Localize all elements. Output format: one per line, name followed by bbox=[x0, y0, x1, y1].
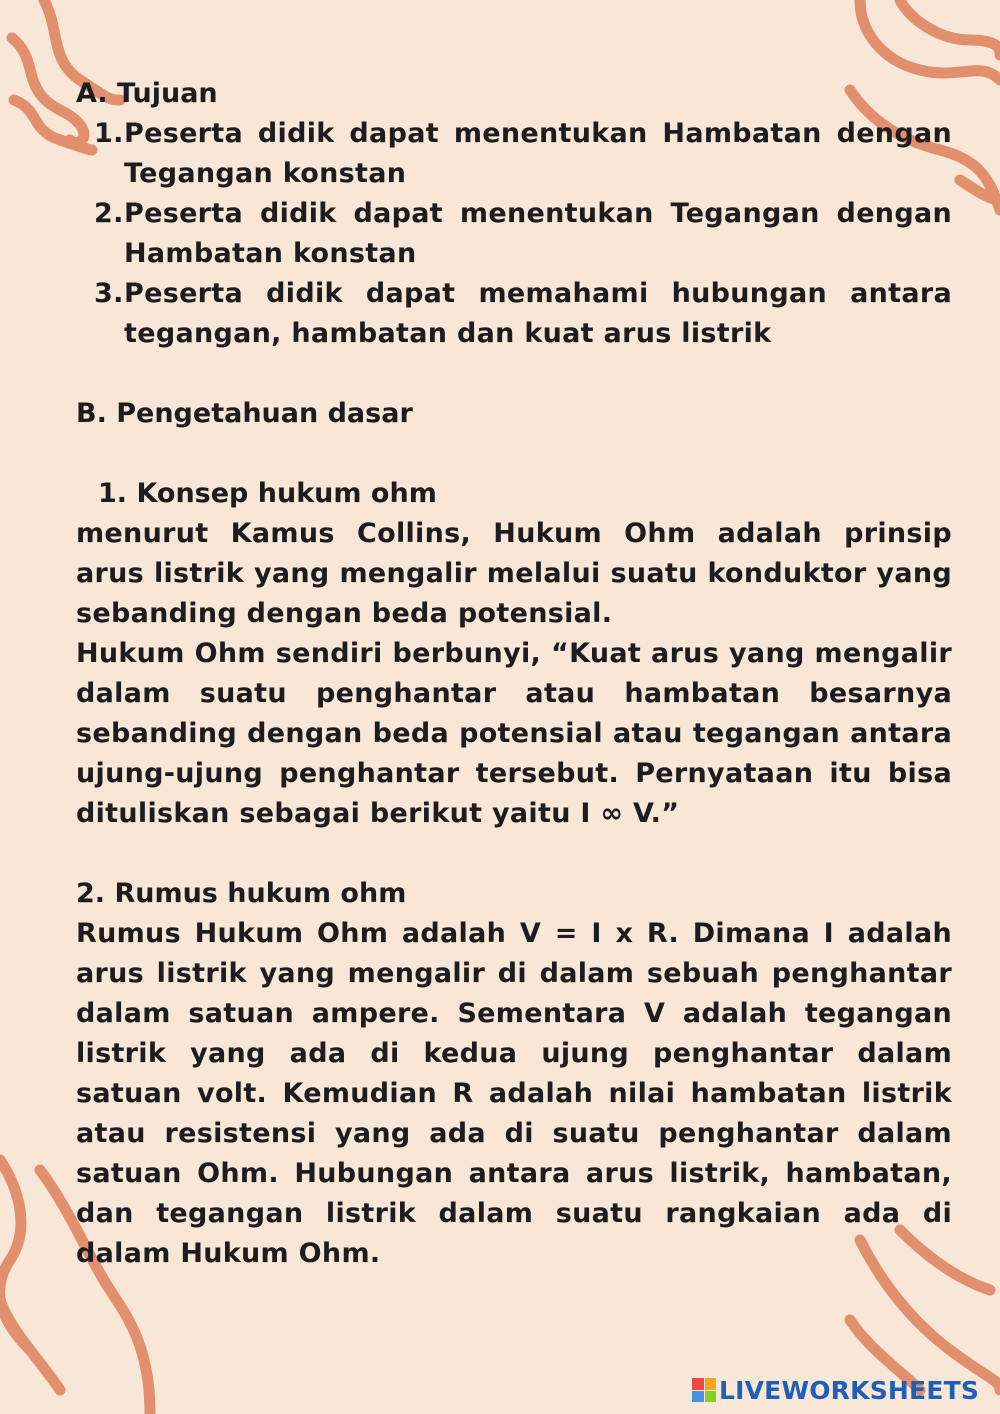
goal-text: Peserta didik dapat menentukan Tegangan dengan Hambatan konstan bbox=[124, 198, 952, 269]
liveworksheets-logo-icon bbox=[692, 1378, 716, 1402]
goal-text: Peserta didik dapat memahami hubungan antara tegangan, hambatan dan kuat arus listrik bbox=[124, 278, 952, 349]
goal-text: Peserta didik dapat menentukan Hambatan dengan Tegangan konstan bbox=[124, 118, 952, 189]
ohm-law-statement-paragraph: Hukum Ohm sendiri berbunyi, “Kuat arus yang mengalir dalam suatu penghantar atau hambatan besarnya sebanding dengan beda potensial atau tegangan antara ujung-ujung penghantar tersebut. Pernyataan itu bisa dituliskan sebagai berikut yaitu I ∞ V.” bbox=[76, 638, 952, 829]
ohm-formula-paragraph: Rumus Hukum Ohm adalah V = I x R. Dimana I adalah arus listrik yang mengalir di dalam sebuah penghantar dalam satuan ampere. Sementara V adalah tegangan listrik yang ada di kedua ujung penghantar dalam satuan volt. Kemudian R adalah nilai hambatan listrik atau resistensi yang ada di suatu penghantar dalam satuan Ohm. Hubungan antara arus listrik, hambatan, dan tegangan listrik dalam suatu rangkaian ada di dalam Hukum Ohm. bbox=[76, 918, 952, 1269]
goal-number: 1. bbox=[94, 118, 124, 149]
liveworksheets-brand bbox=[692, 1376, 979, 1404]
subsection-2-heading: 2. Rumus hukum ohm bbox=[76, 878, 407, 909]
subsection-1-heading: 1. Konsep hukum ohm bbox=[98, 478, 437, 509]
section-b-heading: B. Pengetahuan dasar bbox=[76, 398, 413, 429]
liveworksheets-wordmark: LIVEWORKSHEETS bbox=[719, 1375, 980, 1405]
goal-item bbox=[76, 114, 952, 194]
ohm-concept-paragraph: menurut Kamus Collins, Hukum Ohm adalah prinsip arus listrik yang mengalir melalui suatu konduktor yang sebanding dengan beda potensial. bbox=[76, 518, 952, 629]
section-a-heading: A. Tujuan bbox=[76, 78, 218, 109]
goal-number: 3. bbox=[94, 278, 124, 309]
worksheet-content bbox=[76, 74, 952, 1274]
goal-item bbox=[76, 194, 952, 274]
goal-number: 2. bbox=[94, 198, 124, 229]
goal-list bbox=[76, 114, 952, 354]
goal-item bbox=[76, 274, 952, 354]
